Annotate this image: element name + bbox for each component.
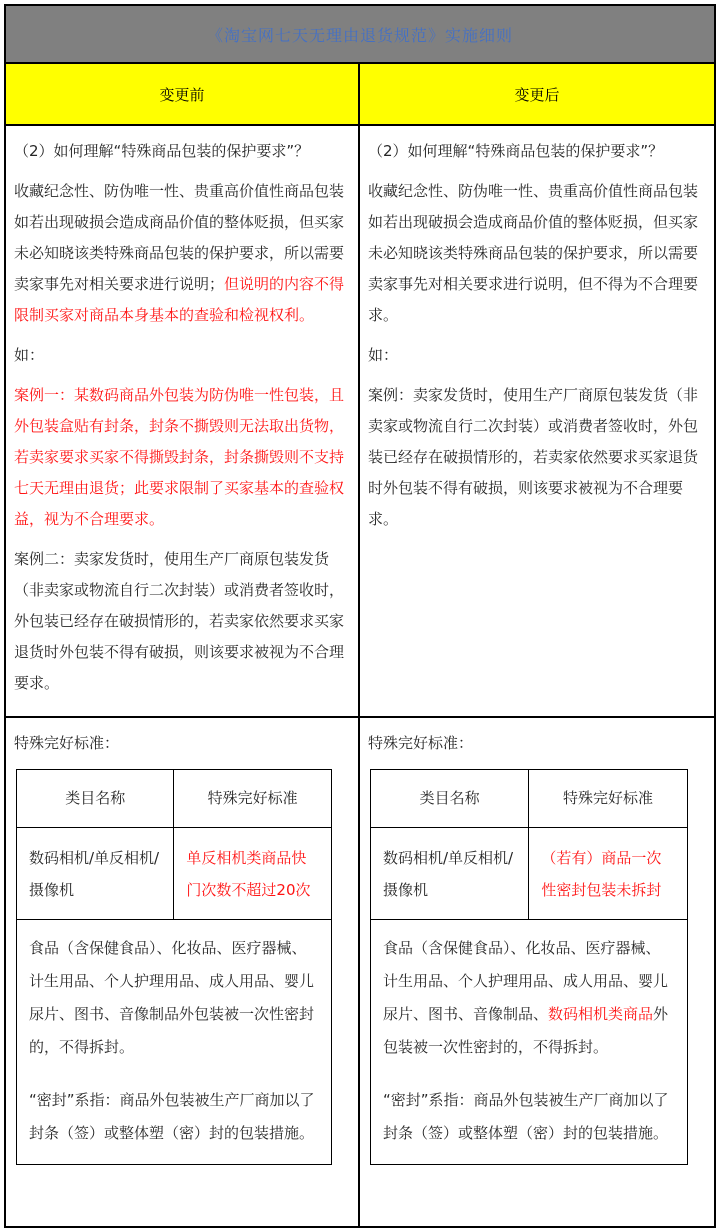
after-explanation-cell xyxy=(360,126,714,716)
sealed-goods-note xyxy=(383,932,675,1064)
before-example-label: 如： xyxy=(14,346,45,364)
before-explanation-cell xyxy=(6,126,360,716)
camera-standard-cell: 单反相机类商品快门次数不超过20次 xyxy=(174,828,331,920)
before-question-heading: （2）如何理解“特殊商品包装的保护要求”？ xyxy=(14,142,310,160)
column-header-row xyxy=(6,64,714,126)
table-header-row xyxy=(17,770,332,828)
after-standards-cell xyxy=(360,718,714,1226)
table-row xyxy=(371,920,688,1165)
before-case1-paragraph: 案例一：某数码商品外包装为防伪唯一性包装，且外包装盒贴有封条，封条不撕毁则无法取出货物，若卖家要求买家不得撕毁封条，封条撕毁则不支持七天无理由退货；此要求限制了买家基本的查验权益，视为不合理要求。 xyxy=(14,386,345,528)
before-intro-paragraph xyxy=(14,176,350,331)
column-header-after: 变更后 xyxy=(514,85,560,104)
seal-definition-note: “密封”系指：商品外包装被生产厂商加以了封条（签）或整体塑（密）封的包装措施。 xyxy=(383,1091,669,1142)
explanation-row xyxy=(6,126,714,718)
title-bar xyxy=(6,6,714,64)
page-title: 《淘宝网七天无理由退货规范》实施细则 xyxy=(206,25,513,45)
sealed-goods-note: 食品（含保健食品）、化妆品、医疗器械、计生用品、个人护理用品、成人用品、婴儿尿片、图书、音像制品外包装被一次性密封的，不得拆封。 xyxy=(29,939,315,1056)
before-standards-label: 特殊完好标准： xyxy=(14,734,120,752)
special-standard-header: 特殊完好标准 xyxy=(529,770,687,828)
category-name-header: 类目名称 xyxy=(17,770,174,828)
before-intro-red-emphasis: 但说明的内容不得限制买家对商品本身基本的查验和检视权利。 xyxy=(14,275,345,324)
table-row xyxy=(17,920,332,1165)
camera-category-cell: 数码相机/单反相机/摄像机 xyxy=(371,828,529,920)
sealed-note-red-emphasis: 数码相机类商品 xyxy=(548,1005,654,1023)
table-row xyxy=(17,828,332,920)
after-case-paragraph: 案例：卖家发货时，使用生产厂商原包装发货（非卖家或物流自行二次封装）或消费者签收时，外包装已经存在破损情形的，若卖家依然要求买家退货时外包装不得有破损，则该要求被视为不合理要求。 xyxy=(368,386,699,528)
after-example-label: 如： xyxy=(368,346,399,364)
sealed-note-text-b: 外包装被一次性密封的，不得拆封。 xyxy=(383,1005,669,1056)
before-case2-paragraph: 案例二：卖家发货时，使用生产厂商原包装发货（非卖家或物流自行二次封装）或消费者签收时，外包装已经存在破损情形的，若卖家依然要求买家退货时外包装不得有破损，则该要求被视为不合理要求。 xyxy=(14,550,345,692)
after-question-heading: （2）如何理解“特殊商品包装的保护要求”？ xyxy=(368,142,664,160)
after-intro-paragraph: 收藏纪念性、防伪唯一性、贵重高价值性商品包装如若出现破损会造成商品价值的整体贬损，但买家未必知晓该类特殊商品包装的保护要求，所以需要卖家事先对相关要求进行说明，但不得为不合理要求。 xyxy=(368,182,699,324)
document-page xyxy=(0,4,720,1228)
after-standards-label: 特殊完好标准： xyxy=(368,734,474,752)
standards-row xyxy=(6,718,714,1226)
seal-definition-note: “密封”系指：商品外包装被生产厂商加以了封条（签）或整体塑（密）封的包装措施。 xyxy=(29,1091,315,1142)
policy-comparison-table xyxy=(4,4,716,1228)
after-standards-table xyxy=(370,769,688,1165)
table-header-row xyxy=(371,770,688,828)
before-intro-text: 收藏纪念性、防伪唯一性、贵重高价值性商品包装如若出现破损会造成商品价值的整体贬损，但买家未必知晓该类特殊商品包装的保护要求，所以需要卖家事先对相关要求进行说明； xyxy=(14,182,345,293)
table-row xyxy=(371,828,688,920)
column-header-before: 变更前 xyxy=(6,64,360,124)
before-standards-table xyxy=(16,769,332,1165)
sealed-goods-note-cell xyxy=(17,920,332,1165)
category-name-header: 类目名称 xyxy=(371,770,529,828)
camera-category-cell: 数码相机/单反相机/摄像机 xyxy=(17,828,174,920)
camera-standard-cell: （若有）商品一次性密封包装未拆封 xyxy=(529,828,687,920)
sealed-goods-note-cell xyxy=(371,920,688,1165)
before-standards-cell xyxy=(6,718,360,1226)
special-standard-header: 特殊完好标准 xyxy=(174,770,331,828)
sealed-note-text-a: 食品（含保健食品）、化妆品、医疗器械、计生用品、个人护理用品、成人用品、婴儿尿片、图书、音像制品、 xyxy=(383,939,669,1023)
